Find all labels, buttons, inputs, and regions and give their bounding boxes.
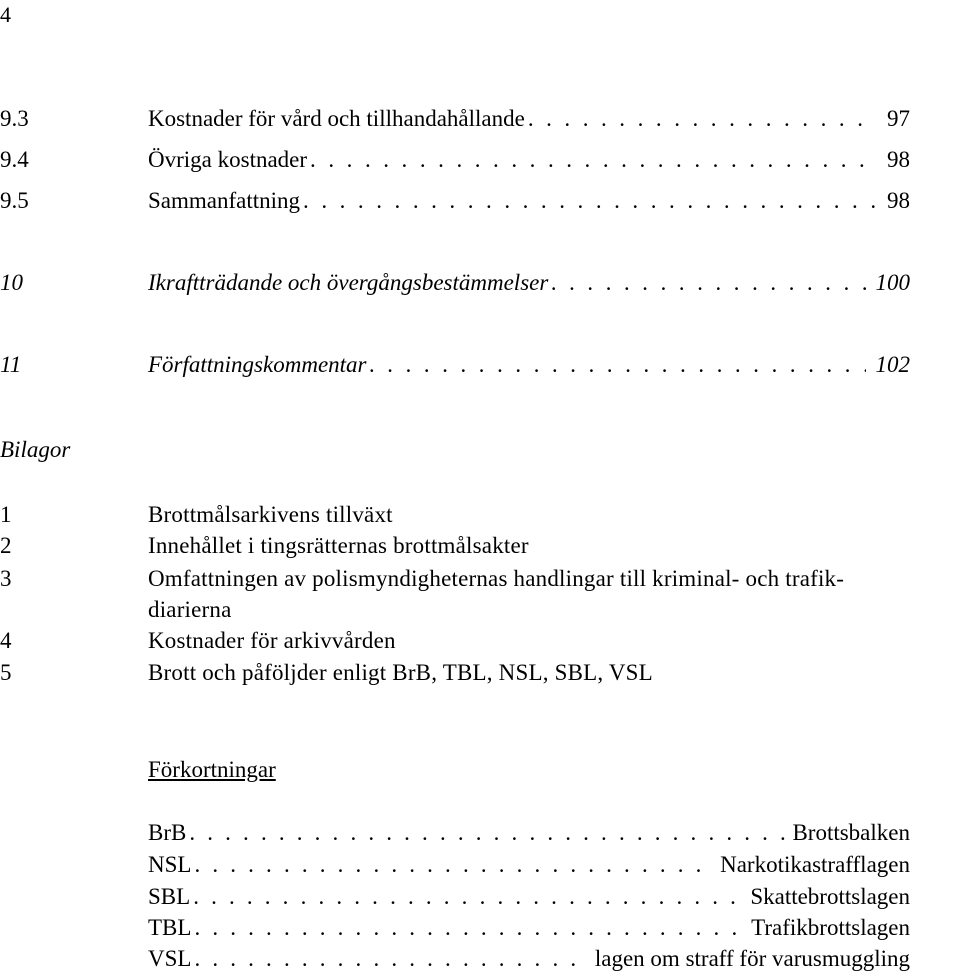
appendix-item: [0, 533, 945, 559]
appendix-number: 3: [0, 566, 12, 591]
appendices-heading: Bilagor: [0, 437, 71, 462]
appendix-title: Kostnader för arkivvården: [148, 628, 396, 653]
toc-title: Kostnader för vård och tillhandahållande: [148, 106, 525, 131]
appendix-title-continuation: diarierna: [148, 597, 232, 622]
abbreviation: NSL: [148, 852, 192, 877]
appendix-number: 4: [0, 628, 12, 653]
dot-leader: [189, 820, 786, 846]
dot-leader: [194, 946, 588, 972]
dot-leader: [528, 106, 877, 132]
dot-leader: [370, 352, 866, 378]
toc-entry-11: [0, 352, 910, 382]
abbreviation-row: [148, 820, 910, 846]
dot-leader: [193, 884, 744, 910]
dot-leader: [194, 915, 745, 941]
toc-number: 11: [0, 352, 22, 377]
dot-leader: [310, 147, 877, 173]
appendix-number: 2: [0, 533, 12, 558]
appendix-title: Omfattningen av polismyndigheternas handlingar till kriminal- och trafik-: [148, 566, 845, 591]
dot-leader: [303, 188, 877, 214]
appendix-item: [0, 628, 945, 654]
toc-page: 102: [875, 352, 910, 377]
abbreviations-heading: Förkortningar: [148, 757, 276, 782]
abbreviation-meaning: lagen om straff för varusmuggling: [594, 946, 910, 971]
abbreviation-row: [148, 852, 910, 878]
abbreviation-meaning: Skattebrottslagen: [750, 884, 910, 909]
toc-number: 9.5: [0, 188, 29, 213]
abbreviation-meaning: Narkotikastrafflagen: [720, 852, 910, 877]
appendix-title: Innehållet i tingsrätternas brottmålsakter: [148, 533, 529, 558]
appendix-item: [0, 566, 945, 592]
abbreviation-row: [148, 946, 910, 972]
appendix-number: 5: [0, 660, 12, 685]
toc-title: Sammanfattning: [148, 188, 301, 213]
abbreviation-row: [148, 884, 910, 910]
toc-number: 9.3: [0, 106, 29, 131]
appendix-number: 1: [0, 502, 12, 527]
dot-leader: [194, 852, 714, 878]
appendix-title: Brott och påföljder enligt BrB, TBL, NSL, SBL, VSL: [148, 660, 653, 685]
appendix-item: [0, 502, 945, 528]
toc-number: 9.4: [0, 147, 29, 172]
toc-entry-9-4: [0, 147, 910, 177]
appendix-item: [0, 660, 945, 686]
abbreviation-meaning: Trafikbrottslagen: [751, 915, 910, 940]
abbreviation-row: [148, 915, 910, 941]
abbreviation-meaning: Brottsbalken: [792, 820, 910, 845]
toc-entry-10: [0, 270, 910, 300]
toc-page: 98: [887, 147, 910, 172]
toc-number: 10: [0, 270, 23, 295]
page-number: 4: [0, 2, 11, 27]
abbreviation: SBL: [148, 884, 191, 909]
toc-page: 98: [887, 188, 910, 213]
toc-page: 97: [887, 106, 910, 131]
dot-leader: [551, 270, 865, 296]
appendix-title: Brottmålsarkivens tillväxt: [148, 502, 393, 527]
abbreviation: TBL: [148, 915, 192, 940]
abbreviation: VSL: [148, 946, 192, 971]
appendix-item-continuation: [0, 597, 945, 623]
toc-title: Författningskommentar: [148, 352, 367, 377]
toc-title: Övriga kostnader: [148, 147, 308, 172]
toc-title: Ikraftträdande och övergångsbestämmelser: [148, 270, 549, 295]
toc-page: 100: [875, 270, 910, 295]
toc-entry-9-5: [0, 188, 910, 218]
toc-entry-9-3: [0, 106, 910, 136]
abbreviation: BrB: [148, 820, 187, 845]
